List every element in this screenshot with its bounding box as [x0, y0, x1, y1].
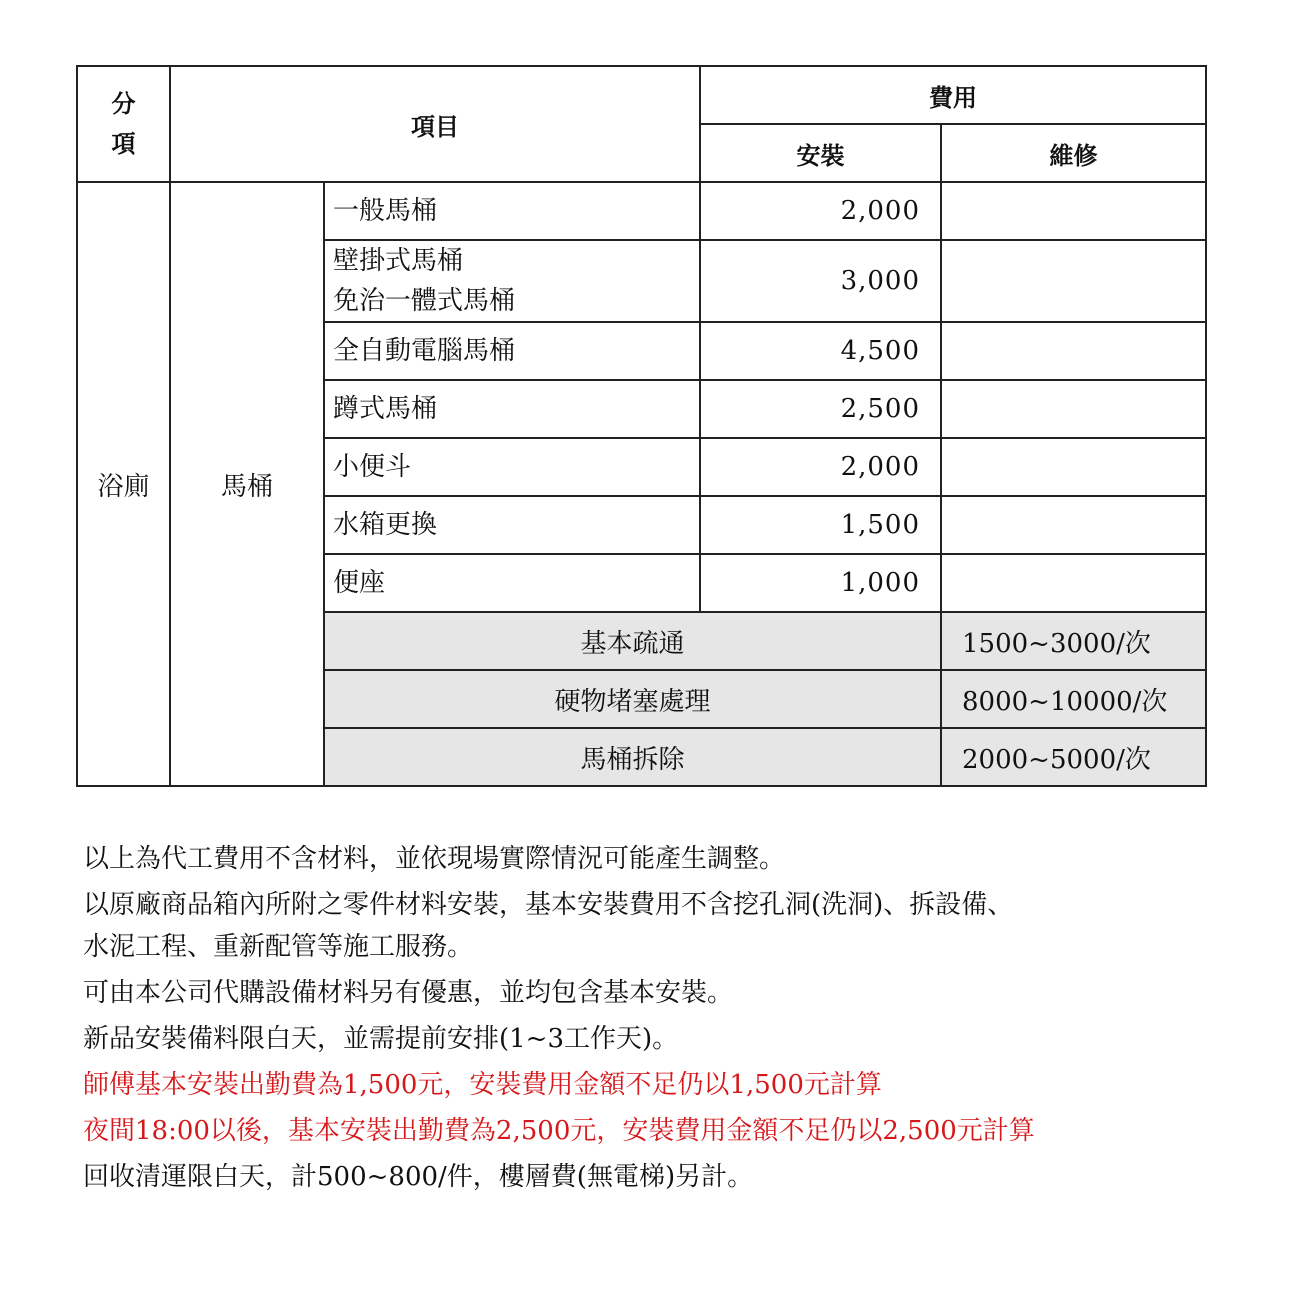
service-name: 基本疏通 [324, 612, 941, 670]
note-line-highlight: 夜間18:00以後，基本安裝出勤費為2,500元，安裝費用金額不足仍以2,500元計算 [83, 1116, 1035, 1146]
subcategory-cell: 馬桶 [170, 182, 324, 786]
price-table [76, 65, 1207, 787]
note-line: 回收清運限白天，計500~800/件，樓層費(無電梯)另計。 [83, 1162, 754, 1192]
note-line: 水泥工程、重新配管等施工服務。 [83, 932, 474, 962]
item-name: 全自動電腦馬桶 [324, 322, 700, 380]
service-price: 8000~10000/次 [941, 670, 1206, 728]
header-install: 安裝 [700, 124, 941, 182]
header-repair: 維修 [941, 124, 1206, 182]
repair-price [941, 322, 1206, 380]
install-price: 1,500 [700, 496, 941, 554]
item-name: 小便斗 [324, 438, 700, 496]
install-price: 3,000 [700, 240, 941, 322]
repair-price [941, 496, 1206, 554]
item-name: 水箱更換 [324, 496, 700, 554]
note-line: 以原廠商品箱內所附之零件材料安裝，基本安裝費用不含挖孔洞(洗洞)、拆設備、 [83, 890, 1014, 920]
install-price: 2,000 [700, 438, 941, 496]
repair-price [941, 182, 1206, 240]
note-line: 新品安裝備料限白天，並需提前安排(1~3工作天)。 [83, 1024, 679, 1054]
header-fee: 費用 [700, 66, 1206, 124]
service-price: 1500~3000/次 [941, 612, 1206, 670]
service-name: 硬物堵塞處理 [324, 670, 941, 728]
category-cell: 浴廁 [77, 182, 170, 786]
repair-price [941, 240, 1206, 322]
install-price: 2,000 [700, 182, 941, 240]
item-name: 一般馬桶 [324, 182, 700, 240]
notes-section [83, 838, 1223, 1198]
header-category-text: 分 項 [111, 90, 136, 158]
repair-price [941, 438, 1206, 496]
note-line: 以上為代工費用不含材料，並依現場實際情況可能產生調整。 [83, 844, 786, 874]
item-name: 蹲式馬桶 [324, 380, 700, 438]
install-price: 4,500 [700, 322, 941, 380]
note-line: 可由本公司代購設備材料另有優惠，並均包含基本安裝。 [83, 978, 734, 1008]
header-category [77, 66, 170, 182]
repair-price [941, 380, 1206, 438]
service-name: 馬桶拆除 [324, 728, 941, 786]
repair-price [941, 554, 1206, 612]
install-price: 1,000 [700, 554, 941, 612]
item-name: 便座 [324, 554, 700, 612]
item-name: 壁掛式馬桶 免治一體式馬桶 [324, 240, 700, 322]
note-line-highlight: 師傅基本安裝出勤費為1,500元，安裝費用金額不足仍以1,500元計算 [83, 1070, 882, 1100]
header-item: 項目 [170, 66, 700, 182]
install-price: 2,500 [700, 380, 941, 438]
service-price: 2000~5000/次 [941, 728, 1206, 786]
